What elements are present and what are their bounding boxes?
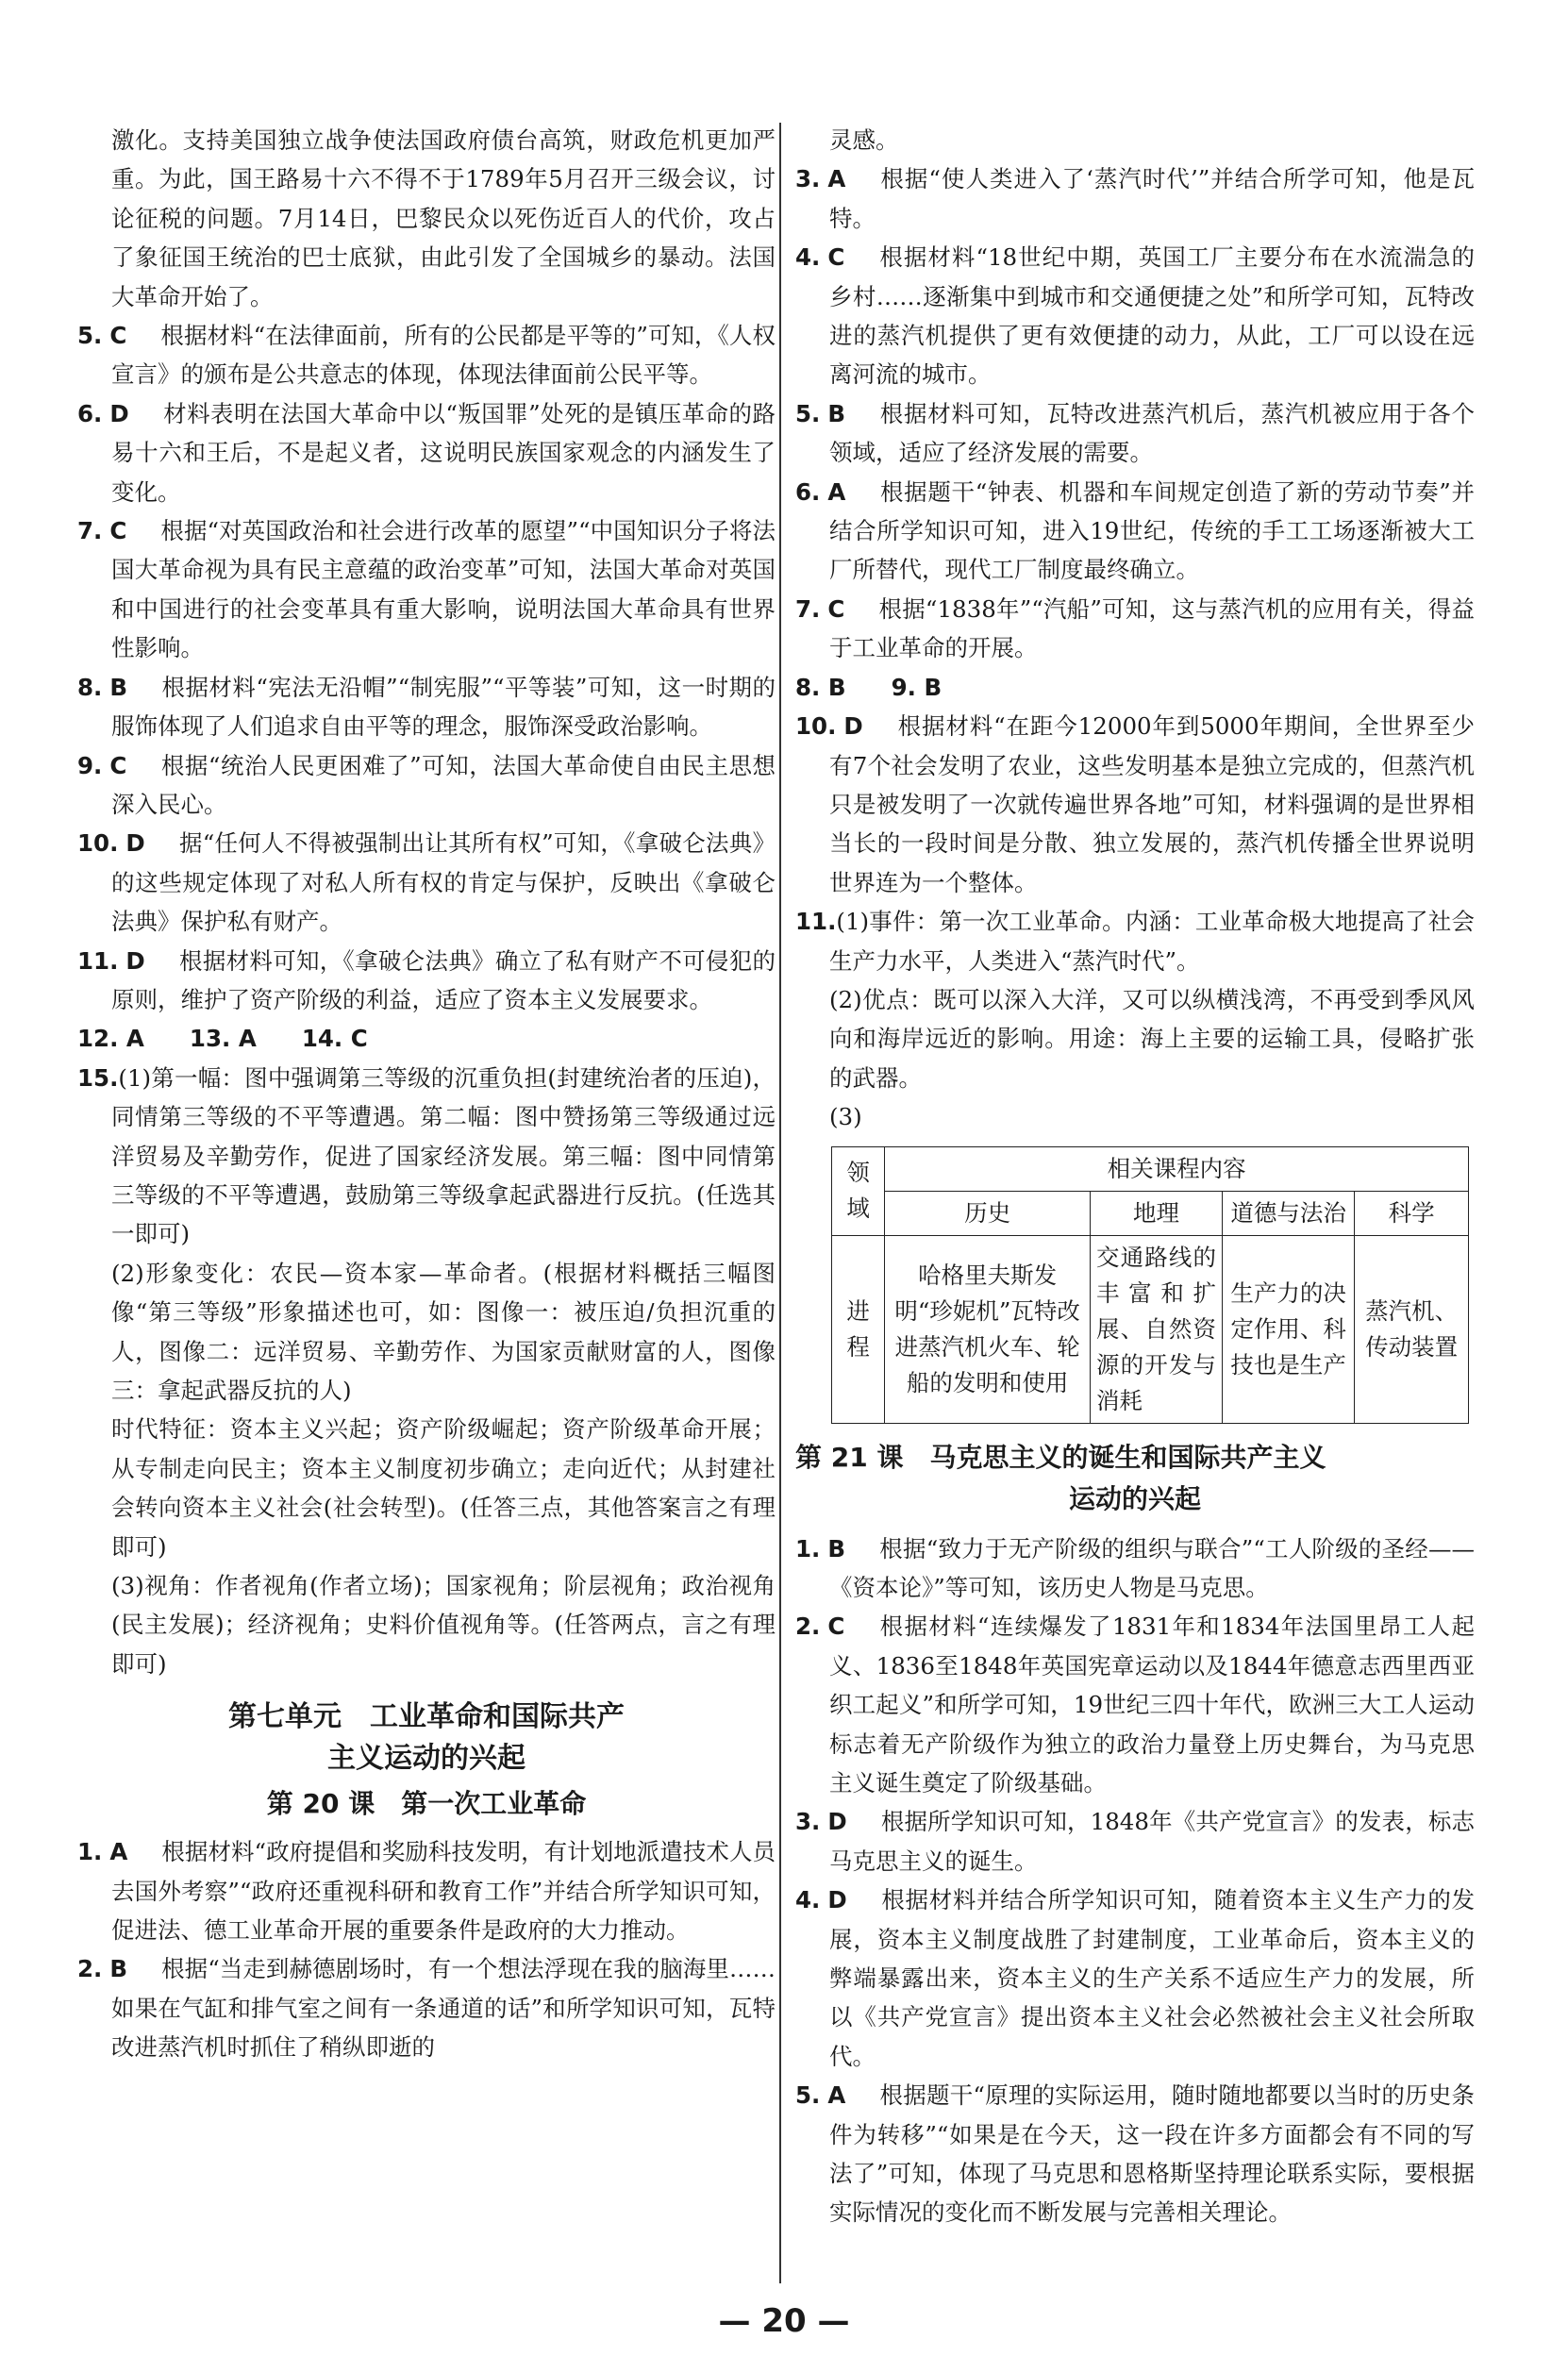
answer-15-part-2: (2)形象变化：农民—资本家—革命者。(根据材料概括三幅图像“第三等级”形象描述也可，如：图像一：被压迫/负担沉重的人，图像二：远洋贸易、辛勤劳作、为国家贡献财富的人，图像三：拿起武器反抗的人) xyxy=(111,1259,776,1404)
answer-item-r5: 5. B 根据材料可知，瓦特改进蒸汽机后，蒸汽机被应用于各个领域，适应了经济发展的需要。 xyxy=(795,399,1475,467)
lesson20-answer-2: 2. B 根据“当走到赫德剧场时，有一个想法浮现在我的脑海里……如果在气缸和排气室之间有一条通道的话”和所学知识可知，瓦特改进蒸汽机时抓住了稍纵即逝的 xyxy=(77,1955,776,2062)
answer-item-r10: 10. D 根据材料“在距今12000年到5000年期间，全世界至少有7个社会发明了农业，这些发明基本是独立完成的，但蒸汽机只是被发明了一次就传遍世界各地”可知，材料强调的是世界相当长的一段时间是分散、独立发展的，蒸汽机传播全世界说明世界连为一个整体。 xyxy=(795,712,1475,896)
right-column xyxy=(795,121,1475,2232)
answer-item-r4: 4. C 根据材料“18世纪中期，英国工厂主要分布在水流湍急的乡村……逐渐集中到城市和交通便捷之处”和所学可知，瓦特改进的蒸汽机提供了更有效便捷的动力，从此，工厂可以设在远离河流的城市。 xyxy=(795,243,1475,389)
answer-item-6: 6. D 材料表明在法国大革命中以“叛国罪”处死的是镇压革命的路易十六和王后，不是起义者，这说明民族国家观念的内涵发生了变化。 xyxy=(77,399,776,506)
lesson-21-title: 第 21 课 马克思主义的诞生和国际共产主义 运动的兴起 xyxy=(795,1441,1326,1514)
answer-r11-part-3: (3) xyxy=(829,1103,862,1131)
answer-r11-part-2: (2)优点：既可以深入大洋，又可以纵横浅湾，不再受到季风风向和海岸远近的影响。用途：海上主要的运输工具，侵略扩张的武器。 xyxy=(829,985,1475,1092)
answer-item-r6: 6. A 根据题干“钟表、机器和车间规定创造了新的劳动节奏”并结合所学知识可知，进入19世纪，传统的手工工场逐渐被大工厂所替代，现代工厂制度最终确立。 xyxy=(795,477,1475,584)
left-column xyxy=(77,121,776,2067)
lesson21-answer-5: 5. A 根据题干“原理的实际运用，随时随地都要以当时的历史条件为转移”“如果是在今天，这一段在许多方面都会有不同的写法了”可知，体现了马克思和恩格斯坚持理论联系实际，要根据实际情况的变化而不断发展与完善相关理论。 xyxy=(795,2081,1475,2227)
answer-row-8-9: 8. B 9. B xyxy=(795,673,942,701)
lesson-20-title: 第 20 课 第一次工业革命 xyxy=(266,1788,587,1820)
page-number: — 20 — xyxy=(718,2302,850,2340)
unit-title: 第七单元 工业革命和国际共产 主义运动的兴起 xyxy=(228,1700,625,1776)
answer-item-r11: 11.(1)事件：第一次工业革命。内涵：工业革命极大地提高了社会生产力水平，人类进入“蒸汽时代”。 xyxy=(795,908,1475,975)
answer-item-10: 10. D 据“任何人不得被强制出让其所有权”可知，《拿破仑法典》的这些规定体现了对私人所有权的肯定与保护，反映出《拿破仑法典》保护私有财产。 xyxy=(77,829,776,936)
table-col-ethics: 道德与法治 xyxy=(1223,1191,1355,1235)
course-content-table xyxy=(831,1146,1469,1424)
answer-15-part-4: (3)视角：作者视角(作者立场)；国家视角；阶层视角；政治视角(民主发展)；经济视角；史料价值视角等。(任答两点，言之有理即可) xyxy=(111,1572,776,1678)
table-cell-ethics: 生产力的决定作用、科技也是生产 xyxy=(1223,1235,1355,1423)
answer-item-8: 8. B 根据材料“宪法无沿帽”“制宪服”“平等装”可知，这一时期的服饰体现了人们追求自由平等的理念，服饰深受政治影响。 xyxy=(77,673,776,741)
table-col-science: 科学 xyxy=(1355,1191,1469,1235)
table-header-related: 相关课程内容 xyxy=(885,1146,1469,1191)
lesson20-answer-1: 1. A 根据材料“政府提倡和奖励科技发明，有计划地派遣技术人员去国外考察”“政府还重视科研和教育工作”并结合所学知识可知，促进法、德工业革命开展的重要条件是政府的大力推动。 xyxy=(77,1838,776,1945)
answer-item-15: 15.(1)第一幅：图中强调第三等级的沉重负担(封建统治者的压迫)，同情第三等级的不平等遭遇。第二幅：图中赞扬第三等级通过远洋贸易及辛勤劳作，促进了国家经济发展。第三幅：图中同情第三等级的不平等遭遇，鼓励第三等级拿起武器进行反抗。(任选其一即可) xyxy=(77,1063,776,1248)
answer-item-7: 7. C 根据“对英国政治和社会进行改革的愿望”“中国知识分子将法国大革命视为具有民主意蕴的政治变革”可知，法国大革命对英国和中国进行的社会变革具有重大影响，说明法国大革命具有世界性影响。 xyxy=(77,517,776,662)
answer-row-12-14: 12. A 13. A 14. C xyxy=(77,1025,368,1053)
answer-item-5: 5. C 根据材料“在法律面前，所有的公民都是平等的”可知，《人权宣言》的颁布是公共意志的体现，体现法律面前公民平等。 xyxy=(77,322,776,389)
continuation-text: 激化。支持美国独立战争使法国政府债台高筑，财政危机更加严重。为此，国王路易十六不得不于1789年5月召开三级会议，讨论征税的问题。7月14日，巴黎民众以死伤近百人的代价，攻占了象征国王统治的巴士底狱，由此引发了全国城乡的暴动。法国大革命开始了。 xyxy=(111,126,776,310)
table-col-geography: 地理 xyxy=(1090,1191,1222,1235)
lesson21-answer-4: 4. D 根据材料并结合所学知识可知，随着资本主义生产力的发展，资本主义制度战胜了封建制度，工业革命后，资本主义的弊端暴露出来，资本主义的生产关系不适应生产力的发展，所以《共产党宣言》提出资本主义社会必然被社会主义社会所取代。 xyxy=(795,1886,1475,2070)
lesson21-answer-3: 3. D 根据所学知识可知，1848年《共产党宣言》的发表，标志马克思主义的诞生。 xyxy=(795,1808,1475,1875)
lesson21-answer-2: 2. C 根据材料“连续爆发了1831年和1834年法国里昂工人起义、1836至1848年英国宪章运动以及1844年德意志西里西亚织工起义”和所学可知，19世纪三四十年代，欧洲三大工人运动标志着无产阶级作为独立的政治力量登上历史舞台，为马克思主义诞生奠定了阶级基础。 xyxy=(795,1613,1475,1796)
answer-item-r7: 7. C 根据“1838年”“汽船”可知，这与蒸汽机的应用有关，得益于工业革命的开展。 xyxy=(795,594,1475,662)
continuation-text-right: 灵感。 xyxy=(829,126,899,154)
table-cell-geography: 交通路线的丰富和扩展、自然资源的开发与消耗 xyxy=(1090,1235,1222,1423)
answer-item-9: 9. C 根据“统治人民更困难了”可知，法国大革命使自由民主思想深入民心。 xyxy=(77,751,776,818)
table-cell-history: 哈格里夫斯发明“珍妮机”瓦特改进蒸汽机火车、轮船的发明和使用 xyxy=(885,1235,1091,1423)
table-col-history: 历史 xyxy=(885,1191,1091,1235)
column-divider xyxy=(779,123,781,2283)
answer-item-11: 11. D 根据材料可知，《拿破仑法典》确立了私有财产不可侵犯的原则，维护了资产阶级的利益，适应了资本主义发展要求。 xyxy=(77,946,776,1013)
table-header-field: 领域 xyxy=(832,1146,885,1235)
lesson21-answer-1: 1. B 根据“致力于无产阶级的组织与联合”“工人阶级的圣经——《资本论》”等可知，该历史人物是马克思。 xyxy=(795,1534,1475,1601)
table-cell-science: 蒸汽机、传动装置 xyxy=(1355,1235,1469,1423)
answer-item-r3: 3. A 根据“使人类进入了‘蒸汽时代’”并结合所学可知，他是瓦特。 xyxy=(795,165,1475,232)
answer-15-part-3: 时代特征：资本主义兴起；资产阶级崛起；资产阶级革命开展；从专制走向民主；资本主义制度初步确立；走向近代；从封建社会转向资本主义社会(社会转型)。(任答三点，其他答案言之有理即可) xyxy=(111,1415,776,1561)
table-row-label: 进程 xyxy=(832,1235,885,1423)
